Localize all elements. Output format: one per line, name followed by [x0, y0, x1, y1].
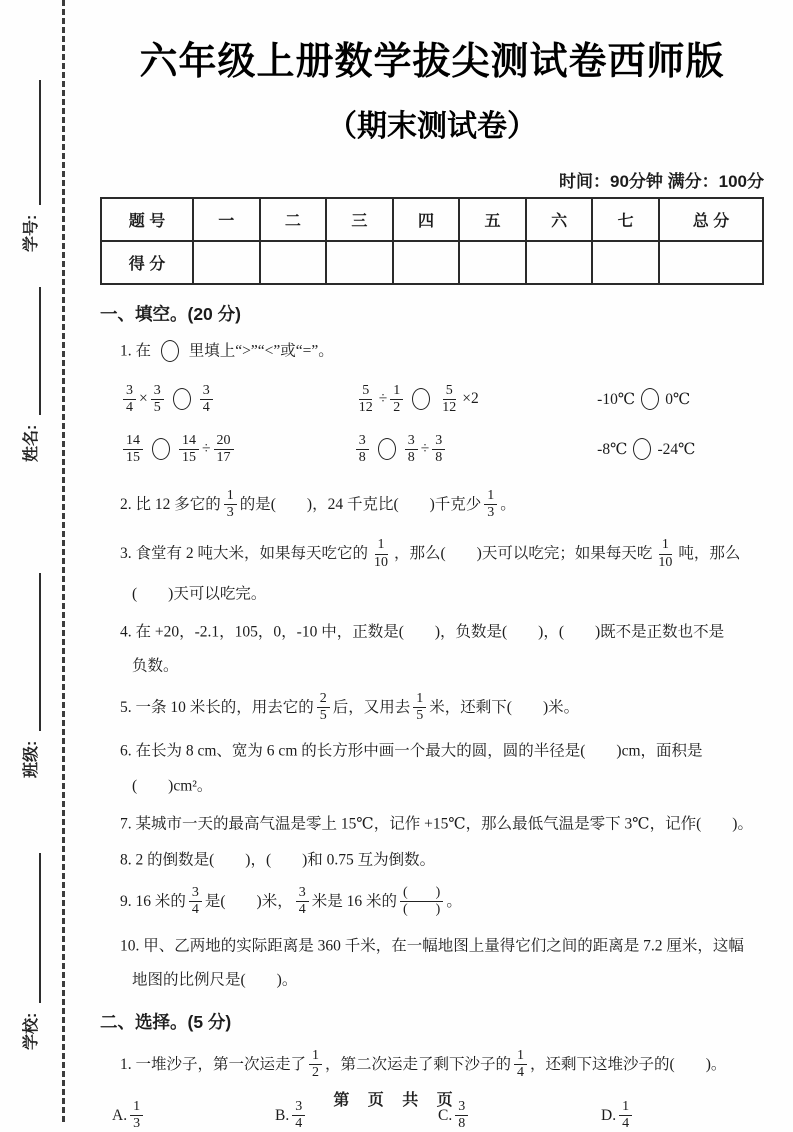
fraction-numerator: 2	[317, 691, 330, 708]
compare-item-4	[120, 433, 353, 466]
fraction-denominator: 3	[487, 505, 495, 521]
text-run: 8. 2 的倒数是( )，( )和 0.75 互为倒数。	[120, 851, 436, 869]
fraction-numerator: 5	[443, 383, 456, 400]
student-number-blank-line	[36, 80, 41, 205]
fraction-denominator: 8	[458, 1116, 466, 1132]
text-run: 1. 在	[120, 342, 155, 360]
fraction-numerator: ( )	[400, 885, 443, 902]
fraction-numerator: 14	[123, 433, 143, 450]
fraction-denominator: 4	[126, 399, 133, 415]
fraction	[214, 433, 234, 466]
text-run: 7. 某城市一天的最高气温是零上 15℃，记作 +15℃，那么最低气温是零下 3℃，记作( )。	[120, 815, 753, 833]
fill-q3-line2	[132, 581, 764, 607]
text-run: -8℃	[597, 440, 628, 458]
fraction	[413, 691, 426, 724]
fraction	[514, 1048, 527, 1081]
fraction-denominator: 5	[416, 708, 424, 724]
text-run: -10℃	[597, 390, 636, 408]
score-table-empty-cell	[393, 241, 460, 284]
answer-circle	[378, 438, 396, 460]
answer-circle	[641, 388, 659, 410]
fraction-denominator: 3	[133, 1116, 141, 1132]
text-run: ÷	[378, 390, 388, 408]
page-title: 六年级上册数学拔尖测试卷西师版	[139, 41, 725, 83]
fraction-numerator: 1	[390, 383, 403, 400]
text-run: 米，还剩下( )米。	[429, 699, 580, 717]
fraction-denominator: 4	[295, 1116, 303, 1132]
fraction-denominator: 4	[202, 399, 210, 415]
text-run: ÷	[420, 440, 430, 458]
fill-q6-line2	[132, 773, 764, 799]
fill-q5	[120, 691, 764, 724]
time-score-info: 时间：90分钟 满分：100分	[559, 172, 764, 191]
class-blank-line	[36, 573, 41, 731]
fill-q2	[120, 488, 764, 521]
fraction	[405, 433, 418, 466]
paper-main	[100, 0, 764, 1132]
score-table-header-cell: 题 号	[101, 198, 193, 241]
fraction	[123, 383, 136, 416]
answer-circle	[152, 438, 170, 460]
fraction-numerator: 3	[189, 885, 202, 902]
margin-field-name	[18, 287, 41, 462]
fill-q3-line1	[120, 537, 764, 570]
fraction-denominator: 10	[374, 554, 389, 570]
answer-circle	[412, 388, 430, 410]
fraction-numerator: 3	[356, 433, 369, 450]
text-run: A.	[112, 1106, 128, 1124]
fraction	[356, 433, 369, 466]
text-run: 。	[446, 893, 462, 911]
class-label: 班级:	[23, 740, 40, 778]
fraction-denominator: 8	[407, 449, 415, 465]
page-subtitle: （期末测试卷）	[327, 110, 537, 143]
score-table-empty-cell	[592, 241, 659, 284]
fraction	[655, 537, 675, 570]
text-run: 。	[500, 496, 516, 514]
text-run: 是( )米，	[204, 893, 293, 911]
text-run: D.	[601, 1106, 617, 1124]
score-table-header-cell: 一	[193, 198, 260, 241]
text-run: ，那么( )天可以吃完；如果每天吃	[394, 545, 653, 563]
fraction-numerator: 1	[484, 488, 497, 505]
text-run: 9. 16 米的	[120, 893, 186, 911]
fraction-denominator: 10	[658, 554, 673, 570]
fraction	[356, 383, 376, 416]
compare-item-2	[353, 383, 597, 416]
fraction-denominator: 15	[126, 449, 140, 465]
name-label: 姓名:	[23, 424, 40, 462]
fill-q7	[120, 811, 764, 837]
section2-heading: 二、选择。(5 分)	[100, 1011, 232, 1032]
fraction-denominator: 5	[153, 399, 161, 415]
text-run: B.	[275, 1106, 290, 1124]
name-blank-line	[36, 287, 41, 415]
fraction-numerator: 3	[200, 383, 213, 400]
score-table-empty-cell	[260, 241, 327, 284]
fraction-numerator: 1	[224, 488, 237, 505]
fraction-numerator: 1	[309, 1048, 322, 1065]
text-run: 后，又用去	[332, 699, 411, 717]
score-table-header-row	[101, 198, 763, 241]
fraction-numerator: 1	[514, 1048, 527, 1065]
score-label-cell: 得 分	[101, 241, 193, 284]
score-table-header-cell: 四	[393, 198, 460, 241]
margin-field-school	[18, 853, 41, 1050]
fraction	[309, 1048, 322, 1081]
score-table-empty-cell	[193, 241, 260, 284]
fraction-numerator: 5	[359, 383, 372, 400]
fraction	[123, 433, 143, 466]
text-run: 4. 在 +20，-2.1，105，0，-10 中，正数是( )，负数是( )，( )既不是正数也不是	[120, 623, 725, 641]
text-run: ( )cm²。	[132, 777, 213, 795]
fraction	[432, 433, 445, 466]
fraction-numerator: 3	[296, 885, 309, 902]
score-table-header-cell: 五	[459, 198, 526, 241]
fraction-denominator: 2	[393, 399, 401, 415]
fraction-denominator: 8	[435, 449, 443, 465]
fraction-numerator: 3	[123, 383, 136, 400]
fraction-numerator: 1	[413, 691, 426, 708]
fraction-numerator: 14	[179, 433, 199, 450]
text-run: 吨，那么	[678, 545, 741, 563]
fraction-denominator: 3	[226, 505, 234, 521]
fraction-numerator: 1	[130, 1099, 143, 1116]
fraction	[224, 488, 237, 521]
compare-row-1	[120, 374, 764, 424]
text-run: 里填上“>”“<”或“=”。	[184, 342, 334, 360]
answer-circle	[173, 388, 191, 410]
fraction	[179, 433, 199, 466]
margin-field-class	[18, 573, 41, 778]
fraction-numerator: 3	[432, 433, 445, 450]
fraction-numerator: 1	[375, 537, 388, 554]
compare-item-3	[597, 388, 764, 410]
score-table-header-cell: 三	[326, 198, 393, 241]
text-run: 2. 比 12 多它的	[120, 496, 221, 514]
score-table-empty-cell	[659, 241, 763, 284]
score-table-header-cell: 六	[526, 198, 593, 241]
fraction	[296, 885, 309, 918]
fill-q4-line1	[120, 619, 764, 645]
fraction	[371, 537, 391, 570]
fraction-denominator: 12	[442, 399, 457, 415]
compare-row-2	[120, 424, 764, 474]
fraction-numerator: 3	[151, 383, 164, 400]
fill-q10-line1	[120, 933, 764, 959]
fraction-denominator: 4	[191, 902, 199, 918]
page-footer: 第 页 共 页	[333, 1092, 460, 1109]
school-label: 学校:	[23, 1012, 40, 1050]
text-run: 的是( )，24 千克比( )千克少	[239, 496, 482, 514]
choice-q1	[120, 1048, 764, 1081]
student-number-label: 学号:	[23, 214, 40, 252]
fill-q4-line2	[132, 653, 764, 679]
text-run: 负数。	[132, 657, 179, 675]
margin-dashed-line	[62, 0, 65, 1122]
fraction-denominator: 2	[312, 1065, 320, 1081]
text-run: 1. 一堆沙子，第一次运走了	[120, 1055, 307, 1073]
fraction-denominator: 17	[216, 449, 231, 465]
fill-q10-line2	[132, 967, 764, 993]
fraction-denominator: 4	[298, 902, 306, 918]
fraction-denominator: 5	[319, 708, 327, 724]
text-run: 6. 在长为 8 cm、宽为 6 cm 的长方形中画一个最大的圆，圆的半径是( )cm，面积是	[120, 743, 703, 761]
fraction-numerator: 3	[292, 1099, 305, 1116]
score-table-empty-cell	[326, 241, 393, 284]
text-run: 地图的比例尺是( )。	[132, 971, 298, 989]
score-table-header-cell: 二	[260, 198, 327, 241]
score-table-empty-cell	[459, 241, 526, 284]
fraction-numerator: 20	[214, 433, 234, 450]
fraction	[400, 885, 443, 918]
fraction-numerator: 3	[455, 1099, 468, 1116]
answer-circle	[633, 438, 651, 460]
score-table-header-cell: 七	[592, 198, 659, 241]
fill-q6-line1	[120, 738, 764, 764]
score-table	[100, 197, 764, 285]
text-run: 5. 一条 10 米长的，用去它的	[120, 699, 314, 717]
fill-q1	[120, 338, 764, 364]
fraction-numerator: 1	[659, 537, 672, 554]
fraction-denominator: 8	[358, 449, 366, 465]
fraction	[189, 885, 202, 918]
answer-circle	[161, 340, 179, 362]
fill-q9	[120, 885, 764, 918]
fraction-denominator: 4	[517, 1065, 525, 1081]
fraction	[151, 383, 164, 416]
text-run: ÷	[202, 440, 211, 458]
text-run: 0℃	[665, 390, 691, 408]
text-run: -24℃	[657, 440, 696, 458]
score-table-empty-cell	[526, 241, 593, 284]
margin-field-student-number	[18, 80, 41, 252]
text-run: ×	[139, 390, 148, 408]
fraction-denominator: 4	[622, 1116, 630, 1132]
text-run: ( )天可以吃完。	[132, 585, 267, 603]
compare-item-6	[597, 438, 764, 460]
fraction	[317, 691, 330, 724]
text-run: ，还剩下这堆沙子的( )。	[530, 1055, 727, 1073]
fraction-denominator: 12	[358, 399, 373, 415]
text-run: 10. 甲、乙两地的实际距离是 360 千米，在一幅地图上量得它们之间的距离是 7.2 厘米，这幅	[120, 937, 744, 955]
fraction-numerator: 3	[405, 433, 418, 450]
fill-q8	[120, 847, 764, 873]
fraction-numerator: 1	[619, 1099, 632, 1116]
fraction	[439, 383, 459, 416]
section1-heading: 一、填空。(20 分)	[100, 304, 241, 324]
fraction-denominator: 15	[182, 449, 196, 465]
score-table-score-row	[101, 241, 763, 284]
fraction	[200, 383, 213, 416]
text-run: ，第二次运走了剩下沙子的	[325, 1055, 512, 1073]
school-blank-line	[36, 853, 41, 1003]
text-run: 米是 16 米的	[311, 893, 397, 911]
text-run: 3. 食堂有 2 吨大米，如果每天吃它的	[120, 545, 369, 563]
text-run: ×2	[462, 390, 479, 408]
score-table-header-cell: 总 分	[659, 198, 763, 241]
compare-item-1	[120, 383, 353, 416]
fraction	[390, 383, 403, 416]
compare-item-5	[353, 433, 597, 466]
text-run: C.	[438, 1106, 453, 1124]
fraction	[484, 488, 497, 521]
fraction-denominator: ( )	[402, 902, 441, 918]
